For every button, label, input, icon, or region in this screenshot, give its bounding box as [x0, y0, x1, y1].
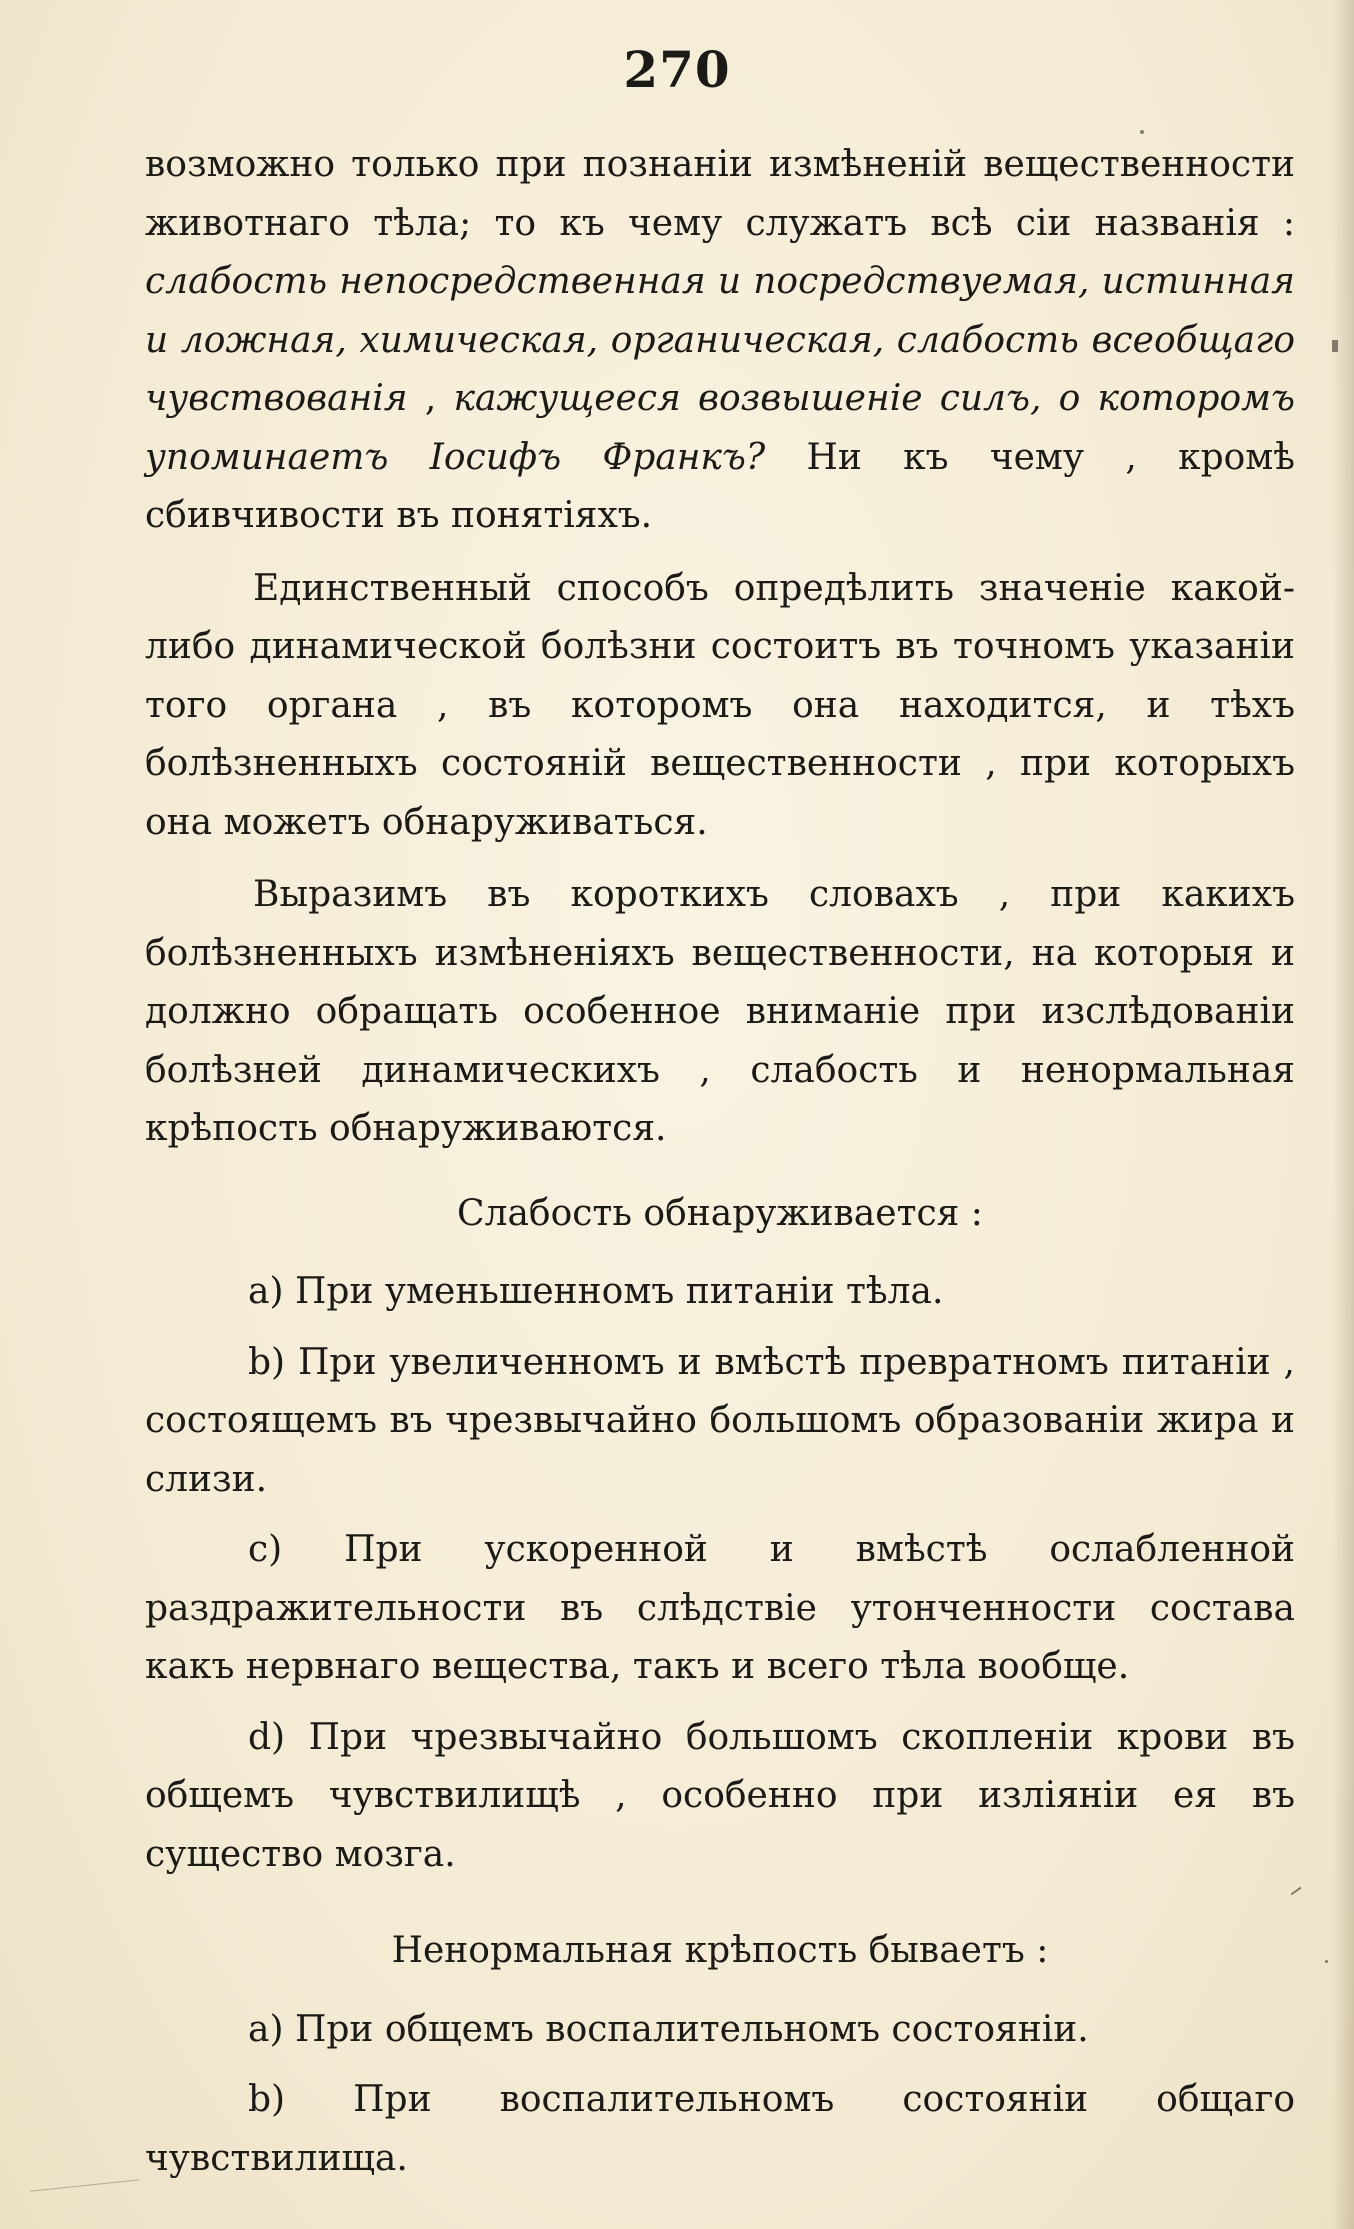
- strength-item-b: b) При воспалительномъ состояніи общаго чувствилища.: [145, 2079, 1295, 2179]
- paragraph-1-text-after: Ни къ чему , кромѣ сбивчивости въ понятіяхъ.: [145, 436, 1296, 536]
- scan-mark: [30, 2179, 140, 2191]
- paragraph-1-italic-1: слабость непосредственная и посредствуемая, истинная и ложная, химическая, органическая, слабость всеобщаго чувствованія: [145, 261, 1295, 419]
- paragraph-2: Единственный способъ опредѣлить значеніе какой-либо динамической болѣзни состоитъ въ точномъ указаніи того органа , въ которомъ она находится, и тѣхъ болѣзненныхъ состояній вещественности , при которыхъ она можетъ обнаруживаться.: [145, 567, 1295, 843]
- weakness-item-b: b) При увеличенномъ и вмѣстѣ превратномъ питаніи , состоящемъ въ чрезвычайно большомъ образованіи жира и слизи.: [145, 1341, 1295, 1500]
- weakness-item-d: d) При чрезвычайно большомъ скопленіи крови въ общемъ чувствилищѣ , особенно при изліяніи ея въ существо мозга.: [145, 1716, 1295, 1875]
- heading-strength: Ненормальная крѣпость бываетъ :: [391, 1930, 1049, 1971]
- scan-mark: [1325, 1960, 1328, 1963]
- paragraph-3: Выразимъ въ короткихъ словахъ , при какихъ болѣзненныхъ измѣненіяхъ вещественности, на которыя и должно обращать особенное вниманіе при изслѣдованіи болѣзней динамическихъ , слабость и ненормальная крѣпость обнаруживаются.: [145, 874, 1295, 1149]
- page-number: 270: [623, 40, 731, 99]
- heading-weakness: Слабость обнаруживается :: [457, 1192, 983, 1234]
- scan-mark: [1332, 340, 1338, 352]
- page-body: [145, 136, 1295, 2188]
- paragraph-1-text-before: возможно только при познаніи измѣненій вещественности животнаго тѣла; то къ чему служатъ всѣ сіи названія :: [145, 144, 1295, 244]
- paragraph-continued: [145, 136, 1295, 546]
- weakness-item-c: c) При ускоренной и вмѣстѣ ослабленной раздражительности въ слѣдствіе утонченности состава какъ нервнаго вещества, такъ и всего тѣла вообще.: [145, 1529, 1295, 1687]
- scan-mark: [1140, 130, 1144, 134]
- weakness-item-a: a) При уменьшенномъ питаніи тѣла.: [248, 1271, 944, 1312]
- paragraph-1-comma: ,: [407, 378, 454, 419]
- strength-item-a: a) При общемъ воспалительномъ состояніи.: [248, 2008, 1089, 2050]
- paragraph-1-italic-2: кажущееся возвышеніе силъ, о которомъ упоминаетъ Іосифъ Франкъ?: [145, 378, 1295, 478]
- page-edge-shadow: [1332, 0, 1354, 2229]
